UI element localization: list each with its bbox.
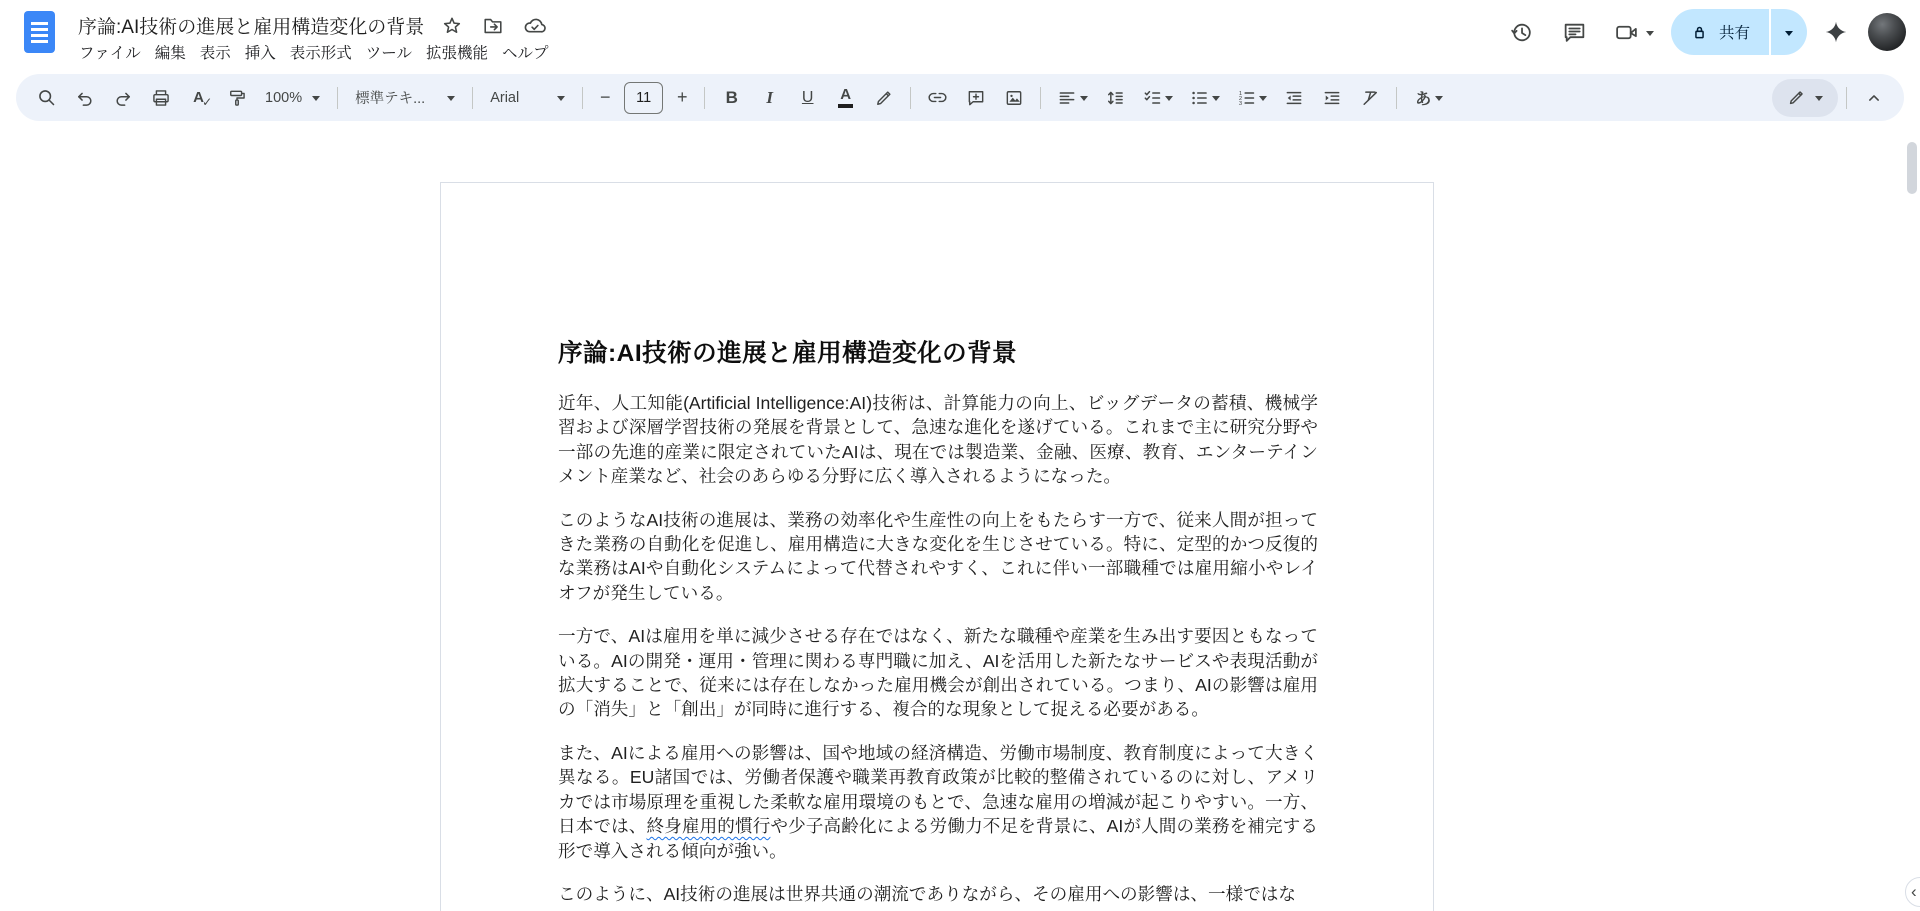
- hide-menus-button[interactable]: [1855, 79, 1892, 116]
- header-actions: [1500, 9, 1906, 55]
- star-icon: [441, 15, 463, 37]
- align-button[interactable]: [1049, 79, 1095, 116]
- highlight-button[interactable]: [865, 79, 902, 116]
- undo-icon: [75, 88, 95, 108]
- gemini-button[interactable]: [1816, 10, 1856, 54]
- chevron-down-icon: [1785, 31, 1793, 40]
- menu-item[interactable]: ヘルプ: [501, 45, 549, 62]
- font-select[interactable]: [481, 81, 574, 115]
- text-color-button[interactable]: [827, 79, 864, 116]
- menu-item[interactable]: ファイル: [79, 45, 141, 62]
- cloud-status-button[interactable]: [521, 13, 547, 39]
- redo-button[interactable]: [104, 79, 141, 116]
- cloud-status-icon: [523, 14, 546, 37]
- underline-button[interactable]: U: [801, 88, 814, 106]
- toolbar-divider: [910, 87, 911, 109]
- share-button[interactable]: [1671, 9, 1769, 55]
- text-color-icon: A: [838, 87, 853, 108]
- add-comment-icon: [966, 88, 986, 108]
- decrease-font-size-button[interactable]: −: [599, 87, 611, 107]
- menu-item[interactable]: 拡張機能: [425, 45, 488, 62]
- line-spacing-icon: [1105, 88, 1125, 108]
- paragraph[interactable]: このようなAI技術の進展は、業務の効率化や生産性の向上をもたらす一方で、従来人間が担ってきた業務の自動化を促進し、雇用構造に大きな変化を生じさせている。特に、定型的かつ反復的な業務はAIや自動化システムによって代替されやすく、これに伴い一部職種では雇用縮小やレイオフが発生している。: [558, 509, 1318, 603]
- spellcheck-flagged-text[interactable]: 終身雇用的慣行: [646, 816, 771, 837]
- toolbar: [16, 74, 1904, 121]
- version-history-button[interactable]: [1500, 10, 1544, 54]
- zoom-value: 100%: [265, 89, 303, 106]
- page-content: [558, 334, 1318, 911]
- search-menus-button[interactable]: [28, 79, 65, 116]
- toolbar-divider: [1846, 87, 1847, 109]
- paragraph[interactable]: 一方で、AIは雇用を単に減少させる存在ではなく、新たな職種や産業を生み出す要因ともなっている。AIの開発・運用・管理に関わる専門職に加え、AIを活用した新たなサービスや表現活動が拡大することで、従来には存在しなかった雇用機会が創出されている。つまり、AIの影響は雇用の「消失」と「創出」が同時に進行する、複合的な現象として捉える必要がある。: [558, 626, 1318, 720]
- insert-link-button[interactable]: [919, 79, 956, 116]
- chevron-down-icon: [557, 96, 565, 105]
- spellcheck-icon: A ✓: [193, 89, 213, 109]
- redo-icon: [113, 88, 133, 108]
- line-spacing-button[interactable]: [1096, 79, 1133, 116]
- zoom-select[interactable]: [256, 81, 329, 115]
- toolbar-divider: [704, 87, 705, 109]
- highlight-icon: [874, 88, 894, 108]
- chevron-down-icon: [1165, 96, 1173, 105]
- gemini-icon: [1823, 19, 1849, 45]
- menu-bar: [72, 38, 556, 66]
- open-comments-button[interactable]: [1553, 10, 1597, 54]
- avatar[interactable]: [1868, 13, 1906, 51]
- lock-icon: [1690, 23, 1709, 42]
- menu-item[interactable]: 編集: [154, 45, 186, 62]
- chevron-down-icon: [1646, 31, 1654, 40]
- paint-format-button[interactable]: [218, 79, 255, 116]
- numbered-list-icon: [1236, 88, 1256, 108]
- chevron-left-icon: ‹: [1911, 882, 1917, 901]
- font-size-input[interactable]: 11: [624, 82, 663, 114]
- paragraph[interactable]: このように、AI技術の進展は世界共通の潮流でありながら、その雇用への影響は、一様ではな: [558, 883, 1296, 904]
- outdent-button[interactable]: [1275, 79, 1312, 116]
- share-button-label: 共有: [1718, 25, 1750, 42]
- paint-format-icon: [227, 88, 247, 108]
- chevron-down-icon: [1080, 96, 1088, 105]
- video-call-icon: [1614, 20, 1639, 45]
- outdent-icon: [1284, 88, 1304, 108]
- title-row: [78, 12, 547, 39]
- docs-logo[interactable]: [24, 11, 55, 53]
- document-canvas: [0, 130, 1920, 911]
- move-button[interactable]: [480, 13, 506, 39]
- link-icon: [927, 87, 948, 108]
- add-comment-button[interactable]: [957, 79, 994, 116]
- paragraph[interactable]: また、AIによる雇用への影響は、国や地域の経済構造、労働市場制度、教育制度によって大きく異なる。EU諸国では、労働者保護や職業再教育政策が比較的整備されているのに対し、アメリカでは市場原理を重視した柔軟な雇用環境のもとで、急速な雇用の増減が起こりやすい。一方、日本では、終身雇用的慣行や少子高齢化による労働力不足を背景に、AIが人間の業務を補完する形で導入される傾向が強い。: [558, 742, 1318, 861]
- chevron-down-icon: [1815, 96, 1823, 105]
- increase-font-size-button[interactable]: +: [676, 87, 688, 107]
- history-icon: [1509, 20, 1534, 45]
- insert-image-icon: [1004, 88, 1024, 108]
- paragraph[interactable]: 近年、人工知能(Artificial Intelligence:AI)技術は、計算能力の向上、ビッグデータの蓄積、機械学習および深層学習技術の発展を背景として、急速な進化を遂げている。これまで主に研究分野や一部の先進的産業に限定されていたAIは、現在では製造業、金融、医療、教育、エンターテインメント産業など、社会のあらゆる分野に広く導入されるようになった。: [558, 393, 1318, 487]
- toolbar-divider: [1396, 87, 1397, 109]
- menu-item[interactable]: ツール: [365, 45, 412, 62]
- document-title[interactable]: 序論:AI技術の進展と雇用構造変化の背景: [78, 17, 425, 38]
- join-call-button[interactable]: [1606, 10, 1662, 54]
- chevron-down-icon: [312, 96, 320, 105]
- clear-formatting-button[interactable]: [1351, 79, 1388, 116]
- font-value: Arial: [490, 89, 520, 106]
- menu-item[interactable]: 表示: [199, 45, 231, 62]
- align-icon: [1057, 88, 1077, 108]
- document-heading[interactable]: 序論:AI技術の進展と雇用構造変化の背景: [558, 340, 1018, 367]
- spellcheck-button[interactable]: [180, 79, 217, 116]
- pencil-icon: [1787, 88, 1806, 107]
- toolbar-divider: [337, 87, 338, 109]
- undo-button[interactable]: [66, 79, 103, 116]
- insert-image-button[interactable]: [995, 79, 1032, 116]
- svg-text:1: 1: [1238, 90, 1242, 97]
- chevron-up-icon: [1864, 88, 1884, 108]
- toolbar-divider: [472, 87, 473, 109]
- move-folder-icon: [482, 15, 504, 37]
- toolbar-divider: [1040, 87, 1041, 109]
- svg-text:2: 2: [1238, 95, 1242, 102]
- print-icon: [151, 88, 171, 108]
- checklist-button[interactable]: [1134, 79, 1180, 116]
- toolbar-divider: [582, 87, 583, 109]
- print-button[interactable]: [142, 79, 179, 116]
- star-button[interactable]: [439, 13, 465, 39]
- paragraph-style-value: 標準テキ...: [355, 91, 426, 107]
- input-tools-button[interactable]: [1405, 79, 1453, 116]
- chevron-down-icon: [447, 96, 455, 105]
- chevron-down-icon: [1212, 96, 1220, 105]
- search-icon: [36, 87, 57, 108]
- comments-icon: [1562, 20, 1587, 45]
- checklist-icon: [1142, 88, 1162, 108]
- input-tools-icon: あ: [1415, 91, 1432, 108]
- menu-item[interactable]: 表示形式: [289, 45, 352, 62]
- chevron-down-icon: [1259, 96, 1267, 105]
- document-page[interactable]: [440, 182, 1434, 911]
- numbered-list-button[interactable]: [1228, 79, 1274, 116]
- chevron-down-icon: [1435, 96, 1443, 105]
- indent-icon: [1322, 88, 1342, 108]
- vertical-scrollbar[interactable]: [1907, 142, 1917, 194]
- clear-format-icon: [1360, 88, 1380, 108]
- share-options-button[interactable]: [1771, 9, 1807, 55]
- menu-item[interactable]: 挿入: [244, 45, 276, 62]
- share-button-group: [1671, 9, 1807, 55]
- indent-button[interactable]: [1313, 79, 1350, 116]
- bullet-list-icon: [1189, 88, 1209, 108]
- bold-button[interactable]: B: [725, 87, 738, 107]
- paragraph-style-select[interactable]: [346, 81, 464, 115]
- editing-mode-button[interactable]: [1772, 79, 1838, 117]
- svg-text:3: 3: [1238, 100, 1242, 107]
- italic-button[interactable]: I: [766, 87, 774, 107]
- bullet-list-button[interactable]: [1181, 79, 1227, 116]
